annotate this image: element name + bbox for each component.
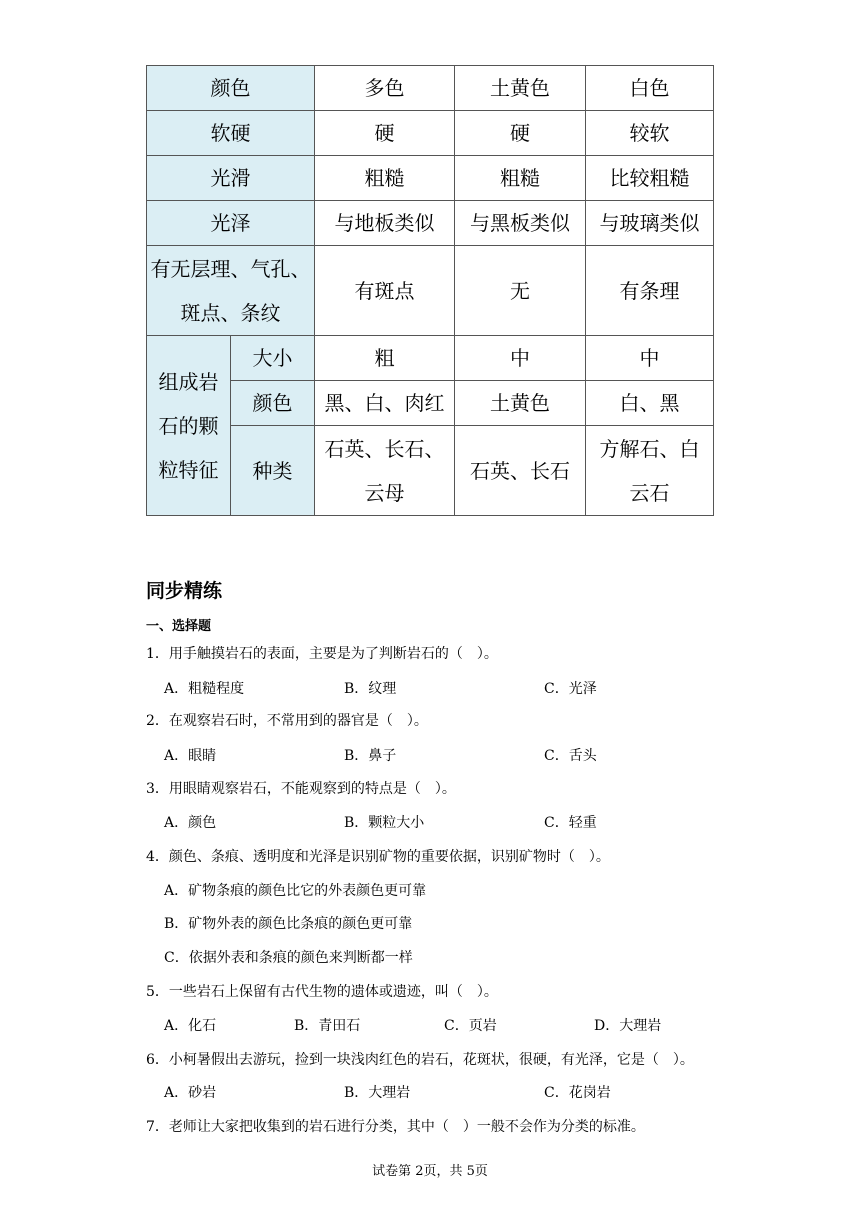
table-row [147, 201, 714, 246]
page-footer: 试卷第 2页，共 5页 [372, 1164, 488, 1179]
option: C．舌头 [544, 748, 597, 764]
section-title: 同步精练 [146, 580, 223, 602]
table-cell: 比较粗糙 [586, 156, 714, 201]
option: C．轻重 [544, 815, 597, 831]
table-cell: 白、黑 [586, 381, 714, 426]
table-cell [315, 426, 455, 516]
subsection-title: 一、选择题 [146, 619, 212, 634]
sub-label: 种类 [231, 426, 315, 516]
table-row [147, 426, 714, 516]
option: B．大理岩 [344, 1085, 411, 1101]
table-cell: 中 [455, 336, 586, 381]
table-cell: 与地板类似 [315, 201, 455, 246]
option: A．粗糙程度 [164, 681, 245, 697]
cell-line: 云母 [364, 480, 405, 505]
option: B．纹理 [344, 681, 397, 697]
table-row [147, 111, 714, 156]
table-row [147, 336, 714, 381]
row-label: 颜色 [147, 66, 315, 111]
question-4: 4．颜色、条痕、透明度和光泽是识别矿物的重要依据，识别矿物时（ ）。 [146, 849, 610, 865]
option: C．依据外表和条痕的颜色来判断都一样 [164, 950, 413, 966]
option: A．化石 [164, 1018, 217, 1034]
sub-label: 大小 [231, 336, 315, 381]
table-cell: 硬 [455, 111, 586, 156]
row-label: 光泽 [147, 201, 315, 246]
option: B．鼻子 [344, 748, 397, 764]
row-label: 软硬 [147, 111, 315, 156]
cell-line: 云石 [629, 480, 670, 505]
table-cell: 中 [586, 336, 714, 381]
cell-line: 石英、长石、 [324, 436, 445, 461]
group-label-line: 组成岩 [158, 369, 219, 394]
option: B．颗粒大小 [344, 815, 425, 831]
table-cell: 黑、白、肉红 [315, 381, 455, 426]
cell-line: 方解石、白 [599, 436, 700, 461]
option: C．光泽 [544, 681, 597, 697]
option: A．颜色 [164, 815, 217, 831]
table-cell: 石英、长石 [455, 426, 586, 516]
table-row [147, 381, 714, 426]
table-cell: 有斑点 [315, 246, 455, 336]
table-cell: 白色 [586, 66, 714, 111]
table-cell: 有条理 [586, 246, 714, 336]
group-label-line: 粒特征 [158, 457, 219, 482]
option: C．花岗岩 [544, 1085, 611, 1101]
row-label [147, 246, 315, 336]
question-3: 3．用眼睛观察岩石，不能观察到的特点是（ ）。 [146, 781, 456, 797]
table-row [147, 156, 714, 201]
question-6: 6．小柯暑假出去游玩，捡到一块浅肉红色的岩石，花斑状，很硬，有光泽，它是（ ）。 [146, 1052, 694, 1068]
table-row [147, 246, 714, 336]
table-cell: 土黄色 [455, 66, 586, 111]
table-cell: 粗糙 [315, 156, 455, 201]
table-cell: 无 [455, 246, 586, 336]
option: D．大理岩 [594, 1018, 662, 1034]
option: B．矿物外表的颜色比条痕的颜色更可靠 [164, 916, 413, 932]
option: A．砂岩 [164, 1085, 217, 1101]
row-label-line: 斑点、条纹 [180, 300, 281, 325]
row-label: 光滑 [147, 156, 315, 201]
table-cell: 土黄色 [455, 381, 586, 426]
group-label-line: 石的颗 [158, 413, 219, 438]
table-cell: 粗 [315, 336, 455, 381]
table-cell: 与玻璃类似 [586, 201, 714, 246]
option: A．矿物条痕的颜色比它的外表颜色更可靠 [164, 883, 427, 899]
question-7: 7．老师让大家把收集到的岩石进行分类，其中（ ）一般不会作为分类的标准。 [146, 1119, 645, 1135]
option: C．页岩 [444, 1018, 497, 1034]
question-2: 2．在观察岩石时，不常用到的器官是（ ）。 [146, 713, 428, 729]
table-cell: 较软 [586, 111, 714, 156]
table-cell [586, 426, 714, 516]
question-5: 5．一些岩石上保留有古代生物的遗体或遗迹，叫（ ）。 [146, 984, 498, 1000]
table-cell: 硬 [315, 111, 455, 156]
table-row [147, 66, 714, 111]
table-cell: 与黑板类似 [455, 201, 586, 246]
option: B．青田石 [294, 1018, 361, 1034]
option: A．眼睛 [164, 748, 217, 764]
rock-feature-table [146, 65, 714, 516]
table-cell: 粗糙 [455, 156, 586, 201]
question-1: 1．用手触摸岩石的表面，主要是为了判断岩石的（ ）。 [146, 646, 498, 662]
table-cell: 多色 [315, 66, 455, 111]
sub-label: 颜色 [231, 381, 315, 426]
row-label-line: 有无层理、气孔、 [150, 256, 311, 281]
group-label [147, 336, 231, 516]
